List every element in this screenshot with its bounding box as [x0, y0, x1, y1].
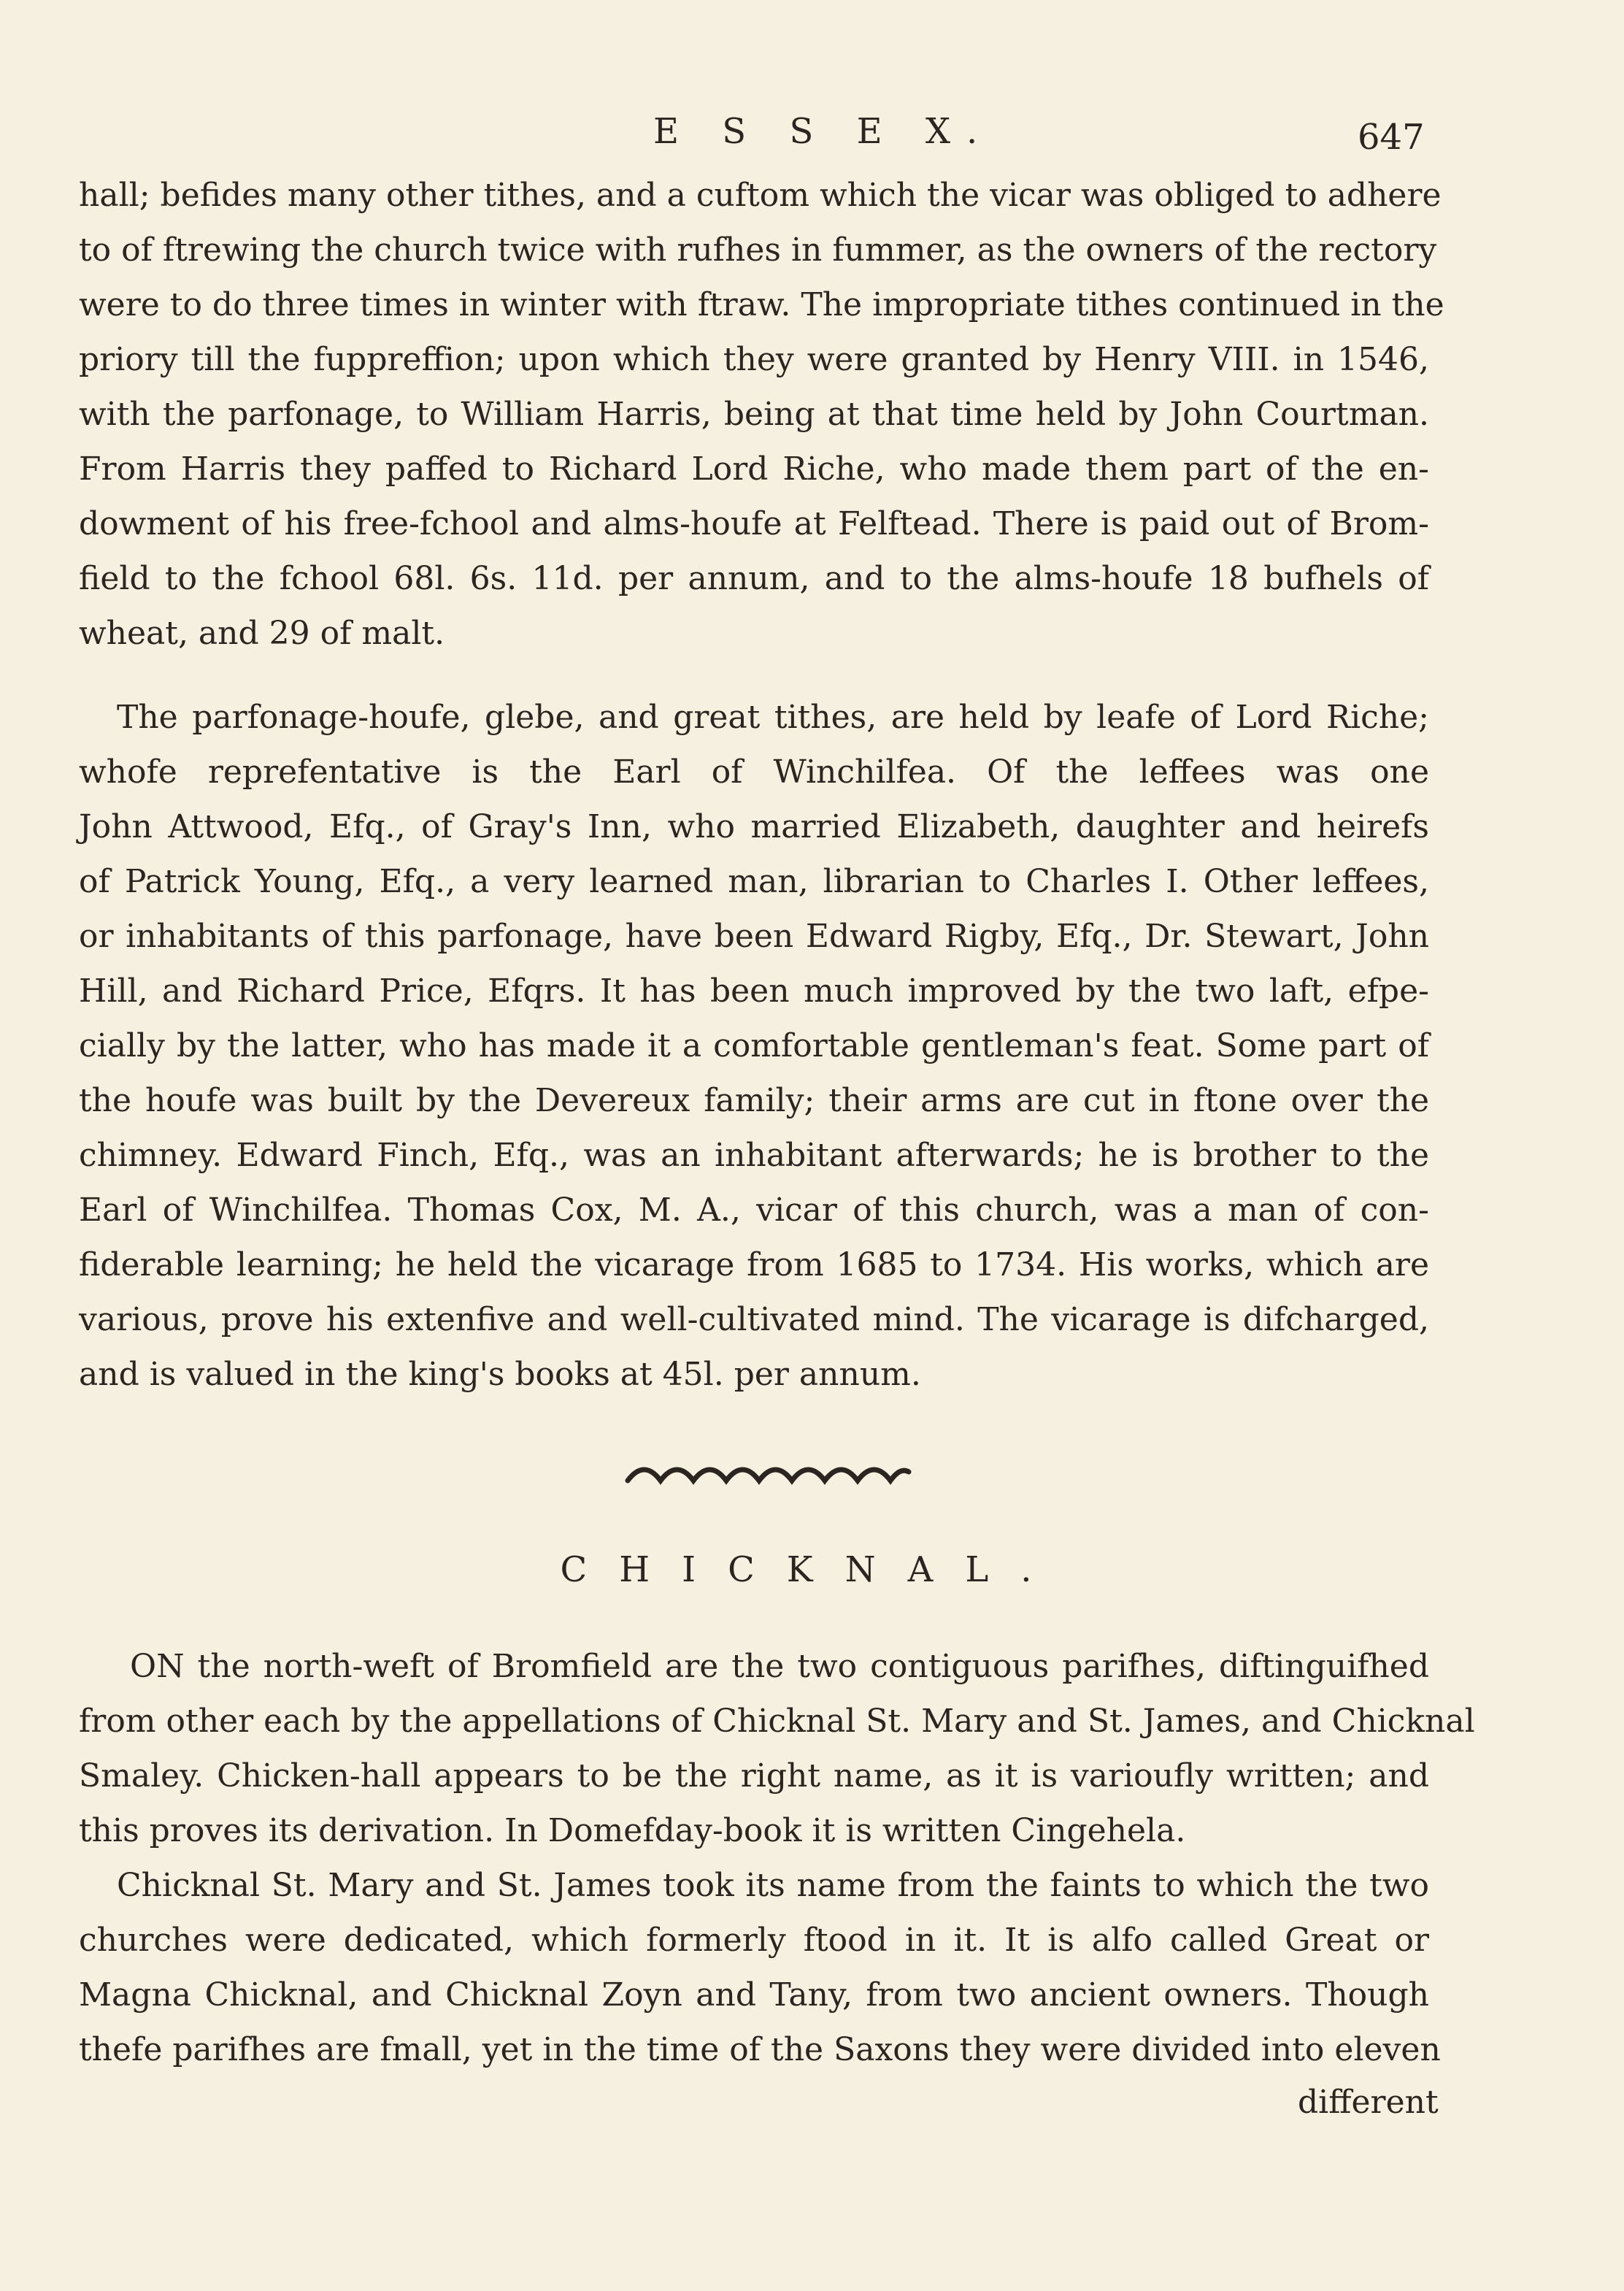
- text-line: The parfonage-houfe, glebe, and great tithes, are held by leafe of Lord Riche;: [117, 699, 1429, 736]
- text-line: Hill, and Richard Price, Efqrs. It has been much improved by the two laft, efpe-: [79, 972, 1429, 1010]
- running-head: [0, 110, 1624, 161]
- paragraph-3: [79, 1639, 1475, 1858]
- text-line: and is valued in the king's books at 45l. per annum.: [79, 1356, 921, 1393]
- text-line: ON the north-weft of Bromfield are the two contiguous parifhes, diftinguifhed: [130, 1648, 1429, 1685]
- ornament-divider-icon: [620, 1460, 912, 1489]
- text-line: various, prove his extenfive and well-cultivated mind. The vicarage is difcharged,: [79, 1301, 1429, 1338]
- text-line: cially by the latter, who has made it a comfortable gentleman's feat. Some part of: [79, 1027, 1429, 1064]
- text-line: or inhabitants of this parfonage, have been Edward Rigby, Efq., Dr. Stewart, John: [79, 918, 1429, 955]
- text-line: chimney. Edward Finch, Efq., was an inhabitant afterwards; he is brother to the: [79, 1137, 1429, 1174]
- text-line: of Patrick Young, Efq., a very learned man, librarian to Charles I. Other leffees,: [79, 863, 1429, 900]
- text-line: Smaley. Chicken-hall appears to be the right name, as it is varioufly written; and: [79, 1757, 1429, 1795]
- paragraph-1: [79, 168, 1444, 661]
- paragraph-2: [79, 690, 1429, 1402]
- paragraph-4: [79, 1858, 1441, 2077]
- text-line: Chicknal St. Mary and St. James took its name from the faints to which the two: [117, 1867, 1429, 1904]
- text-line: whofe reprefentative is the Earl of Winchilfea. Of the leffees was one: [79, 753, 1429, 791]
- text-line: fiderable learning; he held the vicarage from 1685 to 1734. His works, which are: [79, 1246, 1429, 1283]
- text-line: with the parfonage, to William Harris, being at that time held by John Courtman.: [79, 396, 1429, 433]
- text-line: Earl of Winchilfea. Thomas Cox, M. A., vicar of this church, was a man of con-: [79, 1191, 1429, 1229]
- running-title: E S S E X.: [653, 111, 994, 152]
- text-line: this proves its derivation. In Domefday-book it is written Cingehela.: [79, 1812, 1186, 1849]
- text-line: the houfe was built by the Devereux family; their arms are cut in ftone over the: [79, 1082, 1429, 1119]
- text-line: to of ftrewing the church twice with rufhes in fummer, as the owners of the rectory: [79, 231, 1437, 269]
- text-line: field to the fchool 68l. 6s. 11d. per annum, and to the alms-houfe 18 bufhels of: [79, 560, 1429, 597]
- text-line: thefe parifhes are fmall, yet in the time of the Saxons they were divided into eleven: [79, 2031, 1441, 2068]
- text-line: John Attwood, Efq., of Gray's Inn, who married Elizabeth, daughter and heirefs: [79, 808, 1429, 845]
- text-line: priory till the fuppreffion; upon which they were granted by Henry VIII. in 1546,: [79, 341, 1429, 378]
- text-line: dowment of his free-fchool and alms-houfe at Felftead. There is paid out of Brom-: [79, 505, 1429, 542]
- text-line: Magna Chicknal, and Chicknal Zoyn and Tany, from two ancient owners. Though: [79, 1976, 1429, 2014]
- text-line: churches were dedicated, which formerly ftood in it. It is alfo called Great or: [79, 1922, 1429, 1959]
- text-line: From Harris they paffed to Richard Lord Riche, who made them part of the en-: [79, 450, 1429, 488]
- text-line: from other each by the appellations of Chicknal St. Mary and St. James, and Chicknal: [79, 1703, 1475, 1740]
- text-line: wheat, and 29 of malt.: [79, 615, 445, 652]
- text-line: were to do three times in winter with ftraw. The impropriate tithes continued in the: [79, 286, 1444, 323]
- text-line: hall; befides many other tithes, and a cuftom which the vicar was obliged to adhere: [79, 177, 1442, 214]
- catchword: different: [1298, 2084, 1439, 2121]
- section-heading: CHICKNAL.: [560, 1549, 1064, 1590]
- page-number: 647: [1358, 117, 1425, 158]
